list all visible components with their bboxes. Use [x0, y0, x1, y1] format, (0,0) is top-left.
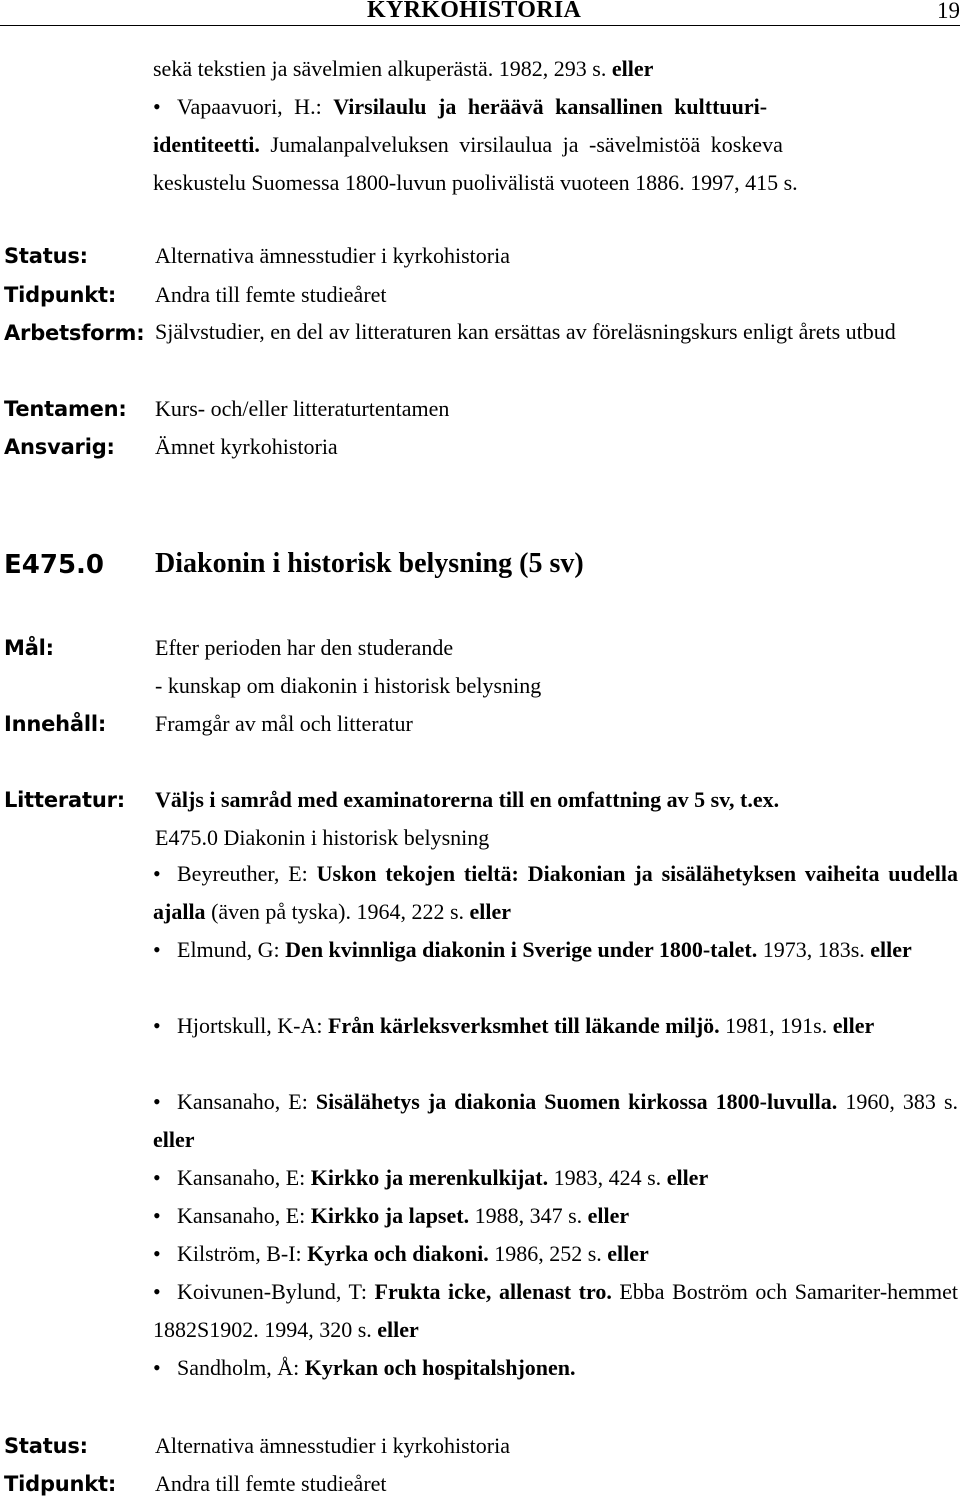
- eller-keyword: eller: [153, 1127, 195, 1152]
- literature-item: • Kansanaho, E: Kirkko ja merenkulkijat. 1983, 424 s. eller: [153, 1159, 958, 1197]
- bullet: •: [153, 861, 161, 886]
- bullet: •: [153, 1241, 161, 1266]
- tentamen-label: Tentamen:: [4, 397, 127, 421]
- tidpunkt-label-2: Tidpunkt:: [4, 1472, 117, 1496]
- status-value: Alternativa ämnesstudier i kyrkohistoria: [155, 243, 510, 268]
- tidpunkt-value-2: Andra till femte studieåret: [155, 1471, 387, 1496]
- citation-title: Kyrka och diakoni.: [307, 1241, 489, 1266]
- bullet: •: [153, 1013, 161, 1038]
- eller-keyword: eller: [607, 1241, 649, 1266]
- course-code: E475.0: [4, 550, 105, 580]
- intro-line-2: • Vapaavuori, H.: Virsilaulu ja heräävä kansallinen kulttuuri-: [153, 94, 768, 119]
- ansvarig-value: Ämnet kyrkohistoria: [155, 434, 338, 459]
- bullet: •: [153, 1165, 161, 1190]
- eller-keyword: eller: [611, 56, 654, 81]
- literature-item: • Beyreuther, E: Uskon tekojen tieltä: Diakonian ja sisälähetyksen vaiheita uudella ajalla (även på tyska). 1964, 222 s. eller: [153, 855, 958, 931]
- innehall-label: Innehåll:: [4, 712, 107, 736]
- eller-keyword: eller: [587, 1203, 630, 1228]
- innehall-value: Framgår av mål och litteratur: [155, 711, 413, 736]
- status-label-2: Status:: [4, 1434, 88, 1458]
- citation-title: Kirkko ja lapset.: [310, 1203, 470, 1228]
- page-header: [0, 0, 960, 28]
- citation-title: Kyrkan och hospitalshjonen.: [304, 1355, 576, 1380]
- bullet: •: [153, 937, 161, 962]
- status-label: Status:: [4, 244, 88, 268]
- mal-label: Mål:: [4, 636, 54, 660]
- mal-line-2: - kunskap om diakonin i historisk belysning: [155, 673, 542, 698]
- litteratur-intro-2: E475.0 Diakonin i historisk belysning: [155, 825, 490, 850]
- eller-keyword: eller: [377, 1317, 419, 1342]
- literature-item: • Hjortskull, K-A: Från kärleksverksmhet till läkande miljö. 1981, 191s. eller: [153, 1007, 958, 1045]
- literature-item: • Kansanaho, E: Sisälähetys ja diakonia Suomen kirkossa 1800-luvulla. 1960, 383 s. eller: [153, 1083, 958, 1159]
- bullet: •: [153, 94, 161, 119]
- eller-keyword: eller: [666, 1165, 709, 1190]
- page-number: 19: [937, 0, 960, 23]
- literature-item: • Elmund, G: Den kvinnliga diakonin i Sverige under 1800-talet. 1973, 183s. eller: [153, 931, 958, 969]
- mal-line-1: Efter perioden har den studerande: [155, 635, 454, 660]
- citation-title: Från kärleksverksmhet till läkande miljö.: [327, 1013, 720, 1038]
- intro-line-4: keskustelu Suomessa 1800-luvun puolivälistä vuoteen 1886. 1997, 415 s.: [153, 170, 798, 195]
- literature-item: • Koivunen-Bylund, T: Frukta icke, allenast tro. Ebba Boström och Samariter-hemmet 1882S1902. 1994, 320 s. eller: [153, 1273, 958, 1349]
- bullet: •: [153, 1279, 161, 1304]
- header-title: KYRKOHISTORIA: [367, 0, 582, 23]
- citation-title: Sisälähetys ja diakonia Suomen kirkossa 1800-luvulla.: [315, 1089, 838, 1114]
- citation-title: Uskon tekojen tieltä: Diakonian ja sisälähetyksen vaiheita uudella ajalla: [153, 861, 959, 924]
- bullet: •: [153, 1089, 161, 1114]
- litteratur-label: Litteratur:: [4, 788, 125, 812]
- status-value-2: Alternativa ämnesstudier i kyrkohistoria: [155, 1433, 510, 1458]
- citation-title: Kirkko ja merenkulkijat.: [310, 1165, 549, 1190]
- citation-title: Virsilaulu ja heräävä kansallinen kulttuuri-: [333, 94, 768, 119]
- citation-title: Frukta icke, allenast tro.: [374, 1279, 612, 1304]
- tentamen-value: Kurs- och/eller litteraturtentamen: [155, 396, 450, 421]
- intro-line-3: identiteetti. Jumalanpalveluksen virsilaulua ja -sävelmistöä koskeva: [153, 132, 783, 157]
- citation-title: Den kvinnliga diakonin i Sverige under 1800-talet.: [285, 937, 758, 962]
- arbetsform-value: Självstudier, en del av litteraturen kan ersättas av föreläsningskurs enligt årets utbud: [155, 319, 896, 344]
- bullet: •: [153, 1355, 161, 1380]
- arbetsform-label: Arbetsform:: [4, 321, 145, 345]
- tidpunkt-value: Andra till femte studieåret: [155, 282, 387, 307]
- eller-keyword: eller: [870, 937, 912, 962]
- header-rule: [0, 25, 960, 26]
- bullet: •: [153, 1203, 161, 1228]
- eller-keyword: eller: [832, 1013, 875, 1038]
- intro-line-1: sekä tekstien ja sävelmien alkuperästä. 1982, 293 s. eller: [153, 56, 654, 81]
- litteratur-intro-1: Väljs i samråd med examinatorerna till en omfattning av 5 sv, t.ex.: [155, 787, 780, 812]
- course-title: Diakonin i historisk belysning (5 sv): [155, 548, 584, 579]
- ansvarig-label: Ansvarig:: [4, 435, 115, 459]
- eller-keyword: eller: [469, 899, 512, 924]
- tidpunkt-label: Tidpunkt:: [4, 283, 117, 307]
- literature-item: • Kansanaho, E: Kirkko ja lapset. 1988, 347 s. eller: [153, 1197, 958, 1235]
- literature-item: • Kilström, B-I: Kyrka och diakoni. 1986, 252 s. eller: [153, 1235, 958, 1273]
- literature-item: • Sandholm, Å: Kyrkan och hospitalshjonen.: [153, 1349, 958, 1387]
